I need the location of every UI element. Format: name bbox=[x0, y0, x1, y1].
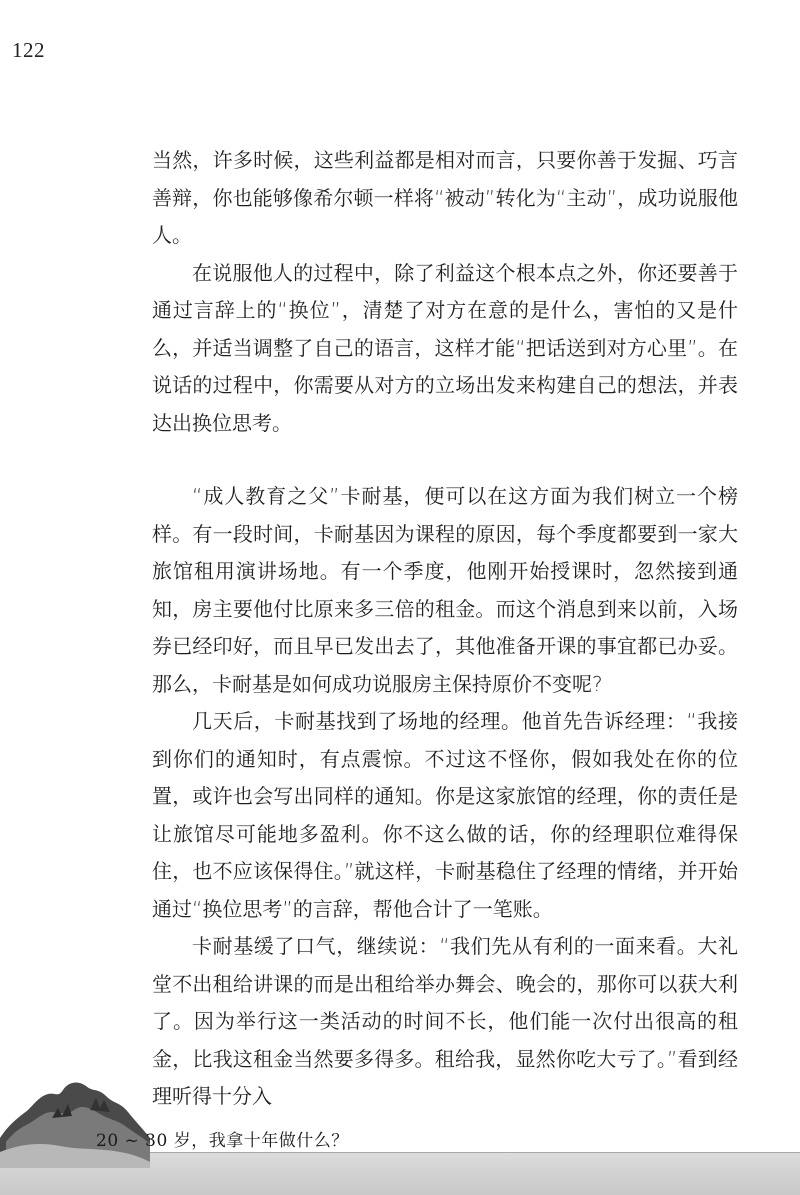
page-number: 122 bbox=[12, 38, 45, 62]
paragraph: 当然，许多时候，这些利益都是相对而言，只要你善于发掘、巧言善辩，你也能够像希尔顿一样将“被动”转化为“主动”，成功说服他人。 bbox=[152, 148, 738, 247]
section-gap bbox=[152, 442, 738, 478]
mountain-icon bbox=[0, 1068, 150, 1168]
book-title: 20 ~ 30 岁，我拿十年做什么？ bbox=[96, 1131, 349, 1151]
paragraph: 卡耐基缓了口气，继续说：“我们先从有利的一面来看。大礼堂不出租给讲课的而是出租给举办舞会、晚会的，那你可以获大利了。因为举行这一类活动的时间不长，他们能一次付出很高的租金，比我这租金当然要多得多。租给我，显然你吃大亏了。”看到经理听得十分入 bbox=[152, 934, 738, 1108]
paragraph: “成人教育之父”卡耐基，便可以在这方面为我们树立一个榜样。有一段时间，卡耐基因为课程的原因，每个季度都要到一家大旅馆租用演讲场地。有一个季度，他刚开始授课时，忽然接到通知，房主要他付比原来多三倍的租金。而这个消息到来以前，入场券已经印好，而且早已发出去了，其他准备开课的事宜都已办妥。那么，卡耐基是如何成功说服房主保持原价不变呢? bbox=[152, 484, 738, 696]
body-text bbox=[152, 142, 738, 1116]
paragraph: 几天后，卡耐基找到了场地的经理。他首先告诉经理：“我接到你们的通知时，有点震惊。不过这不怪你，假如我处在你的位置，或许也会写出同样的通知。你是这家旅馆的经理，你的责任是让旅馆尽可能地多盈利。你不这么做的话，你的经理职位难得保住，也不应该保得住。”就这样，卡耐基稳住了经理的情绪，并开始通过“换位思考”的言辞，帮他合计了一笔账。 bbox=[152, 709, 738, 921]
paragraph: 在说服他人的过程中，除了利益这个根本点之外，你还要善于通过言辞上的“换位”，清楚了对方在意的是什么，害怕的又是什么，并适当调整了自己的语言，这样才能“把话送到对方心里”。在说话的过程中，你需要从对方的立场出发来构建自己的想法，并表达出换位思考。 bbox=[152, 260, 738, 435]
